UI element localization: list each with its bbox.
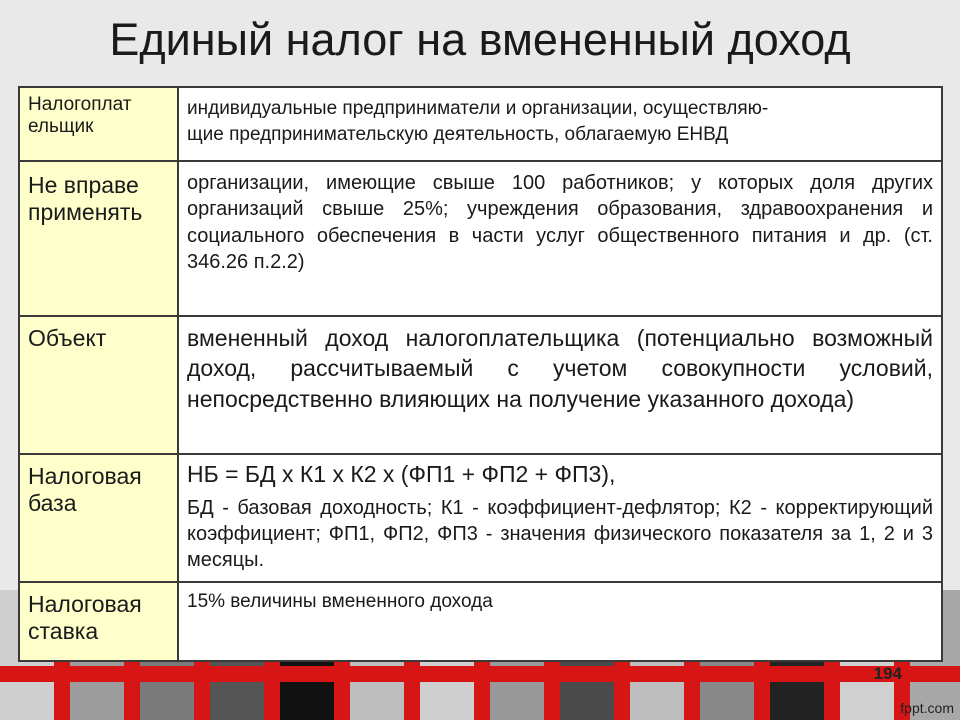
row-content-tax-base [179, 455, 941, 581]
row-content-not-allowed: организации, имеющие свыше 100 работников; у которых доля других организаций свыше 25%; учреждения образования, здравоохранения и социального обеспечения в части услуг общественного питания и др. (ст. 346.26 п.2.2) [187, 172, 933, 274]
slide-title: Единый налог на вмененный доход [109, 14, 851, 65]
row-content-tax-rate: 15% величины вмененного дохода [187, 591, 493, 612]
row-label-tax-rate: Налоговая ставка [20, 583, 179, 660]
tax-table [18, 86, 943, 662]
table-row [20, 162, 941, 317]
row-content-taxpayer: индивидуальные предприниматели и организации, осуществляю- щие предпринимательскую деятельность, облагаемую ЕНВД [187, 98, 769, 145]
row-label-not-allowed: Не вправе применять [20, 162, 179, 315]
table-row [20, 583, 941, 660]
tax-base-formula: НБ = БД х К1 х К2 х (ФП1 + ФП2 + ФП3), [187, 461, 616, 487]
tax-base-description: БД - базовая доходность; К1 - коэффициент-дефлятор; К2 - корректирующий коэффициент; ФП1, ФП2, ФП3 - значения физического показателя за 1, 2 и 3 месяцы. [187, 496, 933, 572]
table-row [20, 88, 941, 162]
row-label-taxpayer: Налогоплат ельщик [20, 88, 179, 160]
row-content-object: вмененный доход налогоплательщика (потенциально возможный доход, рассчитываемый с учетом совокупности условий, непосредственно влияющих на получение указанного дохода) [187, 325, 933, 412]
brand-watermark: fppt.com [900, 700, 954, 716]
table-row [20, 317, 941, 455]
row-label-object: Объект [20, 317, 179, 453]
row-label-tax-base: Налоговая база [20, 455, 179, 581]
page-number: 194 [873, 664, 902, 683]
decorative-bottom-bar [0, 666, 960, 720]
table-row [20, 455, 941, 583]
